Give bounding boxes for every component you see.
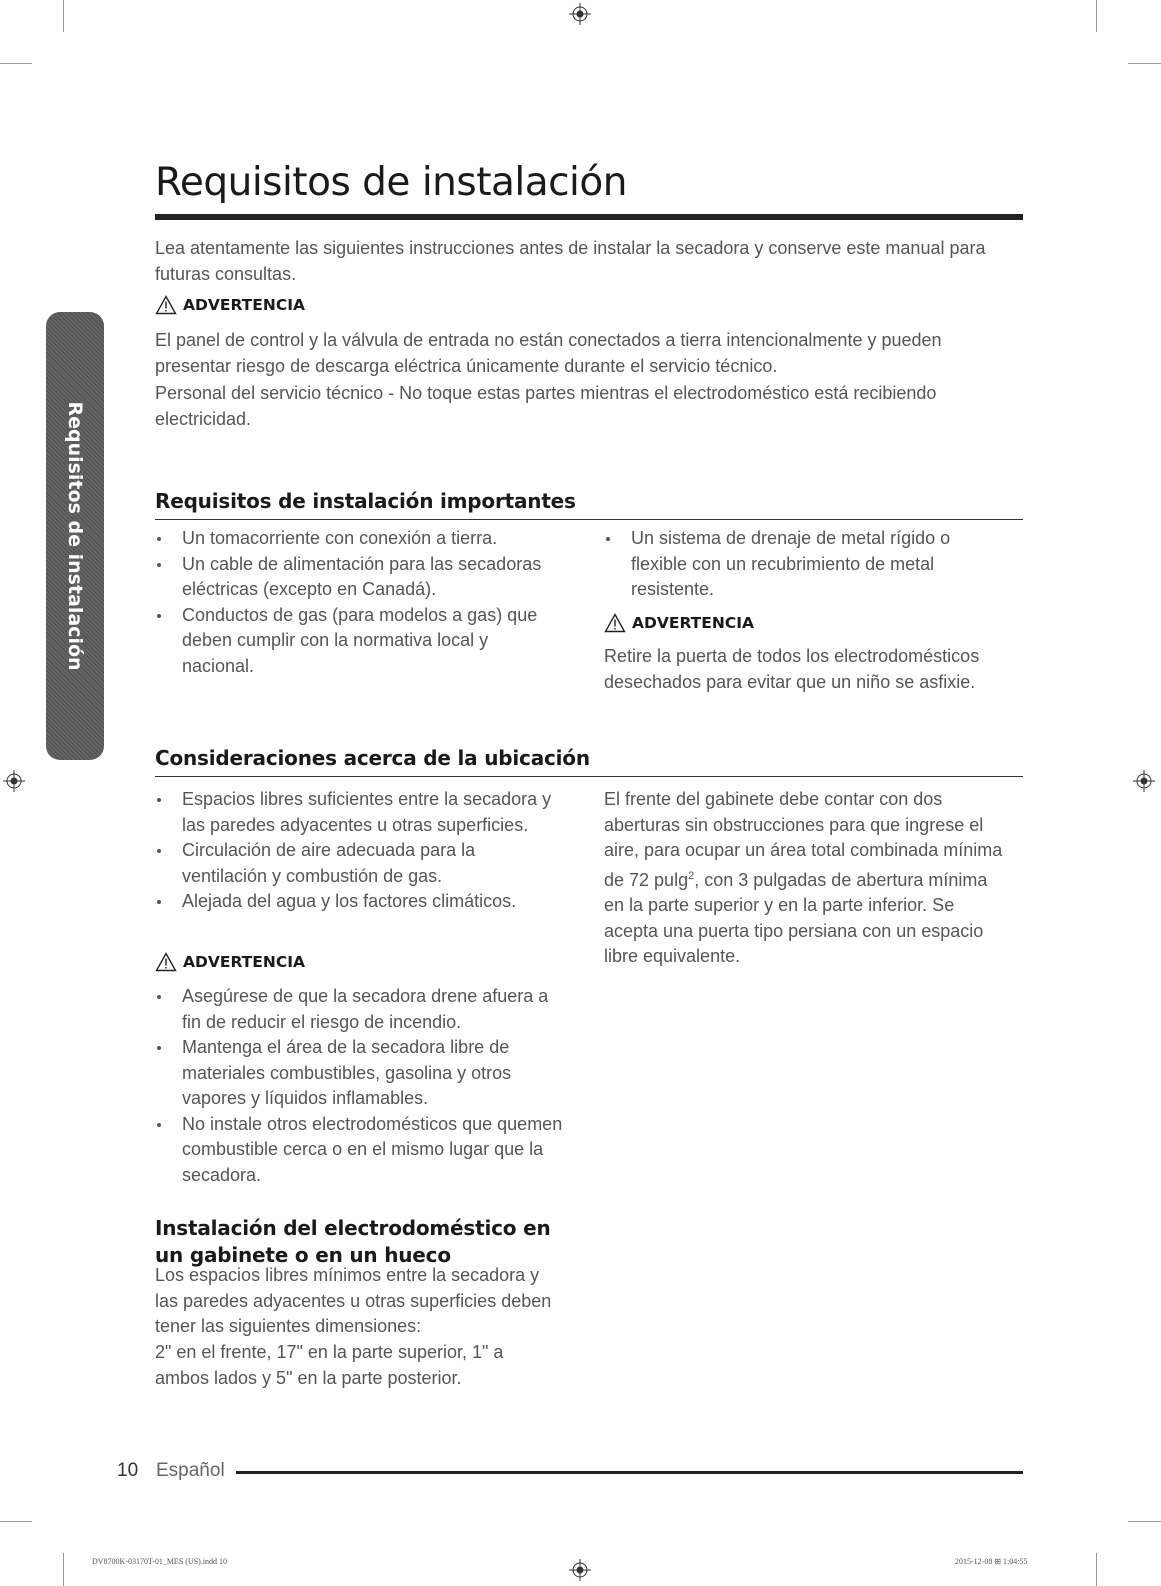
page-title: Requisitos de instalación <box>155 160 627 205</box>
subsection-heading: Instalación del electrodoméstico en un gabinete o en un hueco <box>155 1216 551 1267</box>
list-item: No instale otros electrodomésticos que quemen combustible cerca o en el mismo lugar que la secadora. <box>155 1112 570 1189</box>
warning-triangle-icon <box>155 295 177 315</box>
warning-heading <box>155 952 305 972</box>
text-fragment: , con 3 pulgadas de abertura mínima en la parte superior y en la parte inferior. Se acepta una puerta tipo persiana con un espacio libre equivalente. <box>604 869 988 966</box>
crop-mark <box>1128 63 1161 64</box>
section-rule <box>155 519 1023 520</box>
crop-mark <box>63 1553 64 1586</box>
clearance-dimensions: 2" en el frente, 17" en la parte superior, 1" a ambos lados y 5" en la parte posterior. <box>155 1342 504 1388</box>
section-heading: Consideraciones acerca de la ubicación <box>155 746 590 770</box>
warning-label: ADVERTENCIA <box>183 296 305 314</box>
registration-mark-icon <box>569 3 591 25</box>
warning-paragraph: El panel de control y la válvula de entrada no están conectados a tierra intencionalmente y pueden presentar riesgo de descarga eléctrica únicamente durante el servicio técnico. <box>155 330 942 376</box>
registration-mark-icon <box>569 1559 591 1581</box>
warning-label: ADVERTENCIA <box>183 953 305 971</box>
location-list <box>155 787 560 915</box>
warning-list <box>155 984 570 1188</box>
list-item: Un tomacorriente con conexión a tierra. <box>155 526 560 552</box>
list-item: Asegúrese de que la secadora drene afuera a fin de reducir el riesgo de incendio. <box>155 984 570 1035</box>
list-item: Alejada del agua y los factores climáticos. <box>155 889 560 915</box>
list-item: Un sistema de drenaje de metal rígido o flexible con un recubrimiento de metal resistente. <box>604 526 994 603</box>
crop-mark <box>1128 1521 1161 1522</box>
warning-triangle-icon <box>604 613 626 633</box>
warning-triangle-icon <box>155 952 177 972</box>
print-slug-right: 2015-12-08 ⊞ 1:04:55 <box>955 1557 1028 1566</box>
footer-rule <box>236 1471 1023 1474</box>
warning-heading <box>604 613 754 633</box>
warning-heading <box>155 295 305 315</box>
superscript: 2 <box>688 869 695 882</box>
list-item: Un cable de alimentación para las secadoras eléctricas (excepto en Canadá). <box>155 552 560 603</box>
crop-mark <box>0 63 32 64</box>
list-item: Espacios libres suficientes entre la secadora y las paredes adyacentes u otras superficies. <box>155 787 560 838</box>
print-slug-left: DV8700K-03170T-01_MES (US).indd 10 <box>92 1557 228 1566</box>
warning-paragraph: Personal del servicio técnico - No toque estas partes mientras el electrodoméstico está recibiendo electricidad. <box>155 383 937 429</box>
section-rule <box>155 776 1023 777</box>
cabinet-openings-paragraph <box>604 787 1004 970</box>
text-fragment: El frente del gabinete debe contar con dos aberturas sin obstrucciones para que ingrese el aire, para ocupar un área total combinada mínima de 72 pulg <box>604 789 1003 890</box>
chapter-side-tab <box>46 312 104 760</box>
list-item: Mantenga el área de la secadora libre de materiales combustibles, gasolina y otros vapores y líquidos inflamables. <box>155 1035 570 1112</box>
section-heading: Requisitos de instalación importantes <box>155 489 576 513</box>
requirements-list-left <box>155 526 560 679</box>
registration-mark-icon <box>3 770 25 792</box>
title-rule <box>155 214 1023 220</box>
list-item: Circulación de aire adecuada para la ventilación y combustión de gas. <box>155 838 560 889</box>
registration-mark-icon <box>1133 770 1155 792</box>
intro-paragraph: Lea atentamente las siguientes instrucciones antes de instalar la secadora y conserve este manual para futuras consultas. <box>155 238 986 284</box>
crop-mark <box>0 1521 32 1522</box>
warning-label: ADVERTENCIA <box>632 614 754 632</box>
side-tab-label: Requisitos de instalación <box>64 401 86 671</box>
clearance-paragraph: Los espacios libres mínimos entre la secadora y las paredes adyacentes u otras superficies deben tener las siguientes dimensiones: <box>155 1265 552 1336</box>
list-item: Conductos de gas (para modelos a gas) que deben cumplir con la normativa local y nacional. <box>155 603 560 680</box>
page-number: 10 <box>117 1460 139 1481</box>
requirements-list-right <box>604 526 994 603</box>
footer-language: Español <box>156 1460 225 1481</box>
crop-mark <box>63 0 64 32</box>
crop-mark <box>1096 0 1097 32</box>
warning-paragraph: Retire la puerta de todos los electrodomésticos desechados para evitar que un niño se asfixie. <box>604 646 980 692</box>
crop-mark <box>1096 1553 1097 1586</box>
